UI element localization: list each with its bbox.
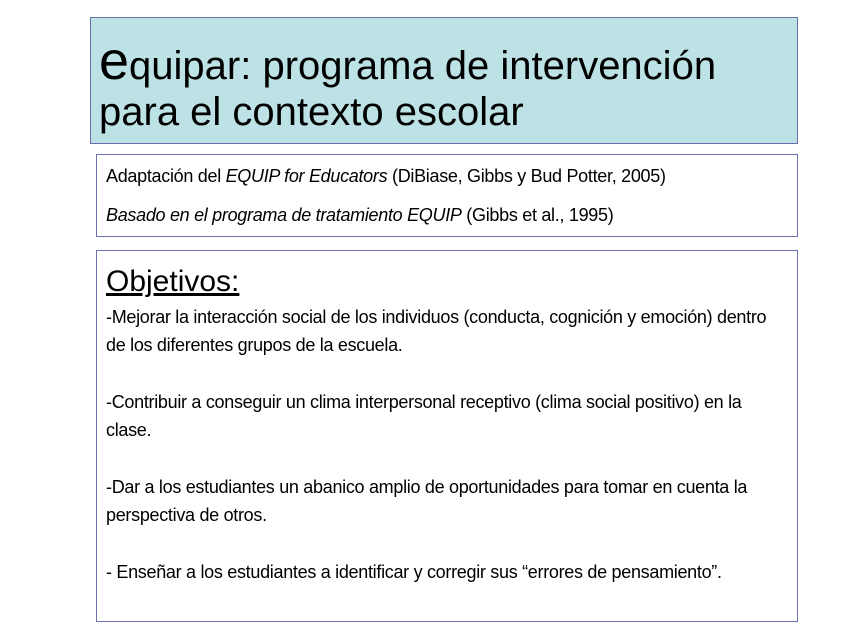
based-on-text: Basado en el programa de tratamiento EQUIP (106, 205, 462, 225)
slide-title (99, 31, 797, 135)
objectives-heading: Objetivos: (106, 265, 240, 298)
title-line-1: quipar: programa de intervención (129, 44, 717, 88)
source-box (96, 154, 798, 237)
title-line-2: para el contexto escolar (99, 90, 524, 134)
objective-item: -Mejorar la interacción social de los individuos (conducta, cognición y emoción) dentro de los diferentes grupos de la escuela. (106, 307, 767, 355)
adaptation-line (106, 165, 797, 187)
based-on-line (106, 204, 797, 226)
adaptation-program-name: EQUIP for Educators (225, 166, 388, 186)
adaptation-prefix: Adaptación del (106, 166, 226, 186)
based-on-citation: (Gibbs et al., 1995) (461, 205, 614, 225)
objectives-box (96, 250, 798, 622)
adaptation-citation: (DiBiase, Gibbs y Bud Potter, 2005) (387, 166, 666, 186)
title-box (90, 17, 798, 144)
title-initial-letter: e (99, 31, 130, 91)
objective-item: - Enseñar a los estudiantes a identificar y corregir sus “errores de pensamiento”. (106, 562, 722, 582)
objective-item: -Dar a los estudiantes un abanico amplio de oportunidades para tomar en cuenta la perspectiva de otros. (106, 477, 748, 525)
objective-item: -Contribuir a conseguir un clima interpersonal receptivo (clima social positivo) en la clase. (106, 392, 742, 440)
